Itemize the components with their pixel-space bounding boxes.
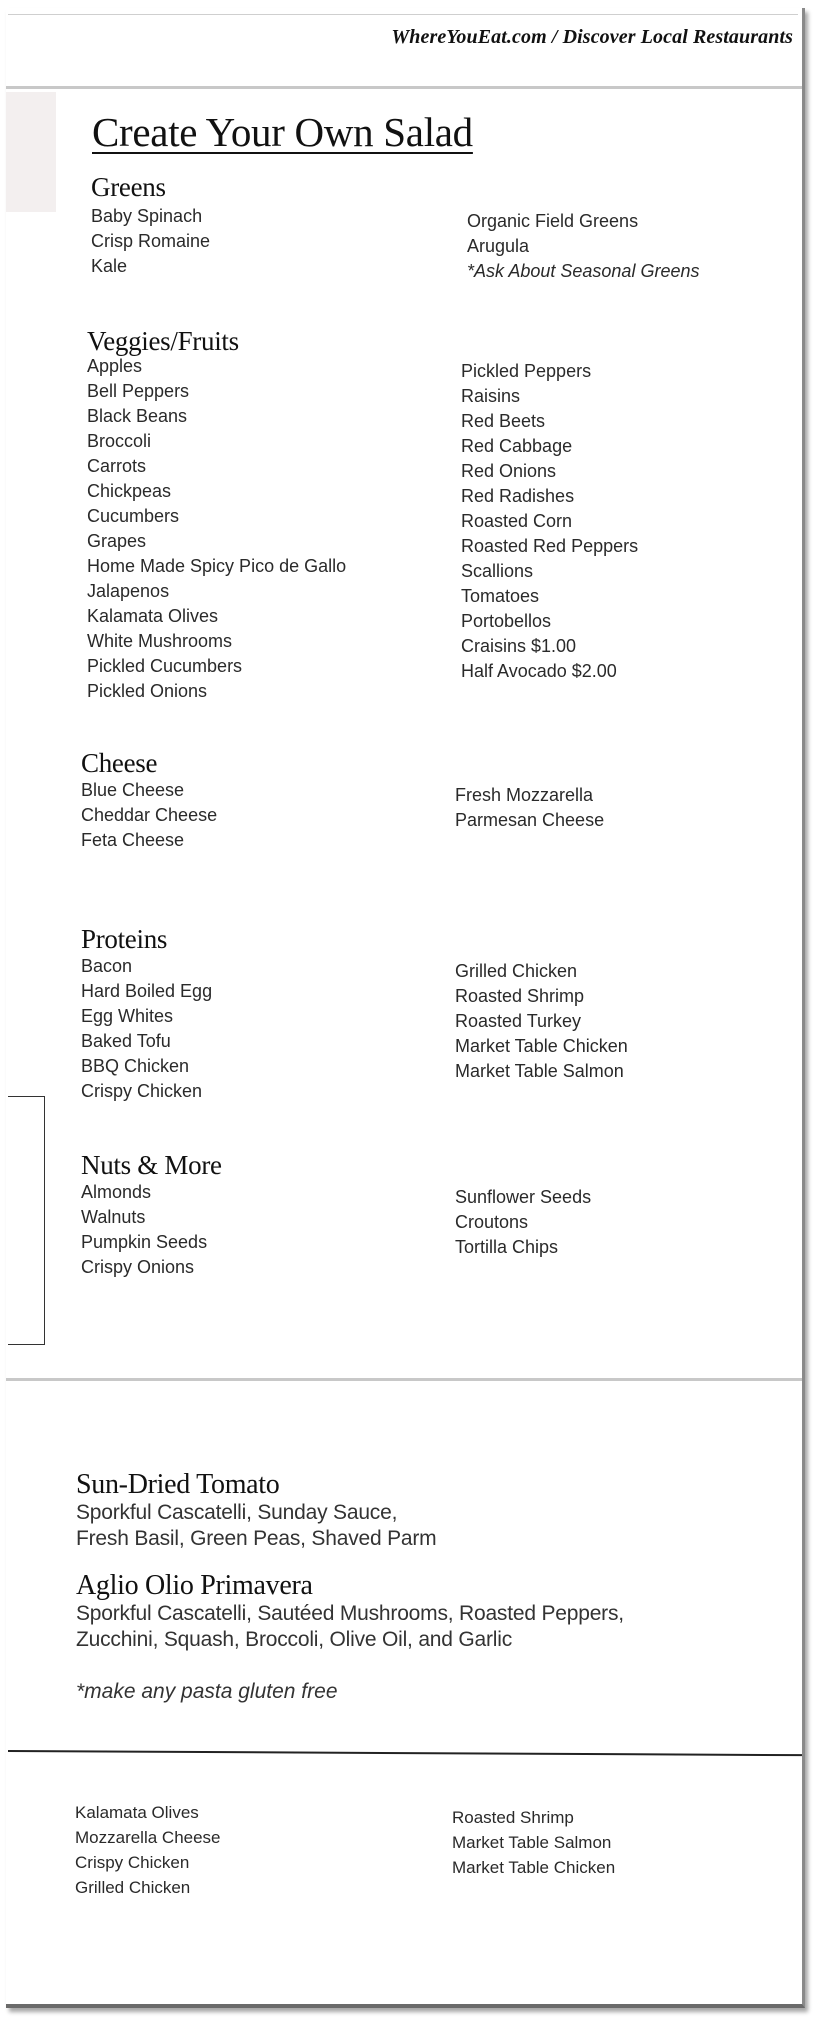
section-heading: Greens xyxy=(91,172,166,202)
list-item: Red Beets xyxy=(461,411,546,431)
list-item: Market Table Salmon xyxy=(455,1061,624,1081)
list-item: Walnuts xyxy=(81,1207,146,1227)
list-item: Raisins xyxy=(461,386,521,406)
seasonal-greens-note: *Ask About Seasonal Greens xyxy=(467,261,700,281)
dish-description: Fresh Basil, Green Peas, Shaved Parm xyxy=(76,1527,437,1550)
list-item: Kale xyxy=(91,256,128,276)
left-column xyxy=(81,954,212,1104)
dish-name: Aglio Olio Primavera xyxy=(76,1570,313,1601)
left-column xyxy=(87,354,346,704)
pasta-dish-aglio-olio-primavera xyxy=(76,1571,796,1653)
list-item: Grilled Chicken xyxy=(455,961,578,981)
list-item: Chickpeas xyxy=(87,481,172,501)
list-item: Organic Field Greens xyxy=(467,211,639,231)
list-item: Roasted Turkey xyxy=(455,1011,582,1031)
section-proteins xyxy=(81,924,781,1101)
list-item: Apples xyxy=(87,356,143,376)
right-column xyxy=(455,783,604,833)
list-item: Tomatoes xyxy=(461,586,540,606)
list-item: Grilled Chicken xyxy=(75,1878,191,1897)
list-item: Crispy Chicken xyxy=(75,1853,190,1872)
list-item: Hard Boiled Egg xyxy=(81,981,213,1001)
list-item: Tortilla Chips xyxy=(455,1237,559,1257)
section-cheese xyxy=(81,748,781,850)
section-heading: Proteins xyxy=(81,924,168,954)
list-item: Blue Cheese xyxy=(81,780,185,800)
list-item: Half Avocado $2.00 xyxy=(461,661,617,681)
list-item: Mozzarella Cheese xyxy=(75,1828,221,1847)
list-item: Crispy Chicken xyxy=(81,1081,203,1101)
list-item: Grapes xyxy=(87,531,147,551)
list-item: Parmesan Cheese xyxy=(455,810,605,830)
list-item: Pickled Onions xyxy=(87,681,208,701)
list-item: Roasted Red Peppers xyxy=(461,536,639,556)
list-item: Cucumbers xyxy=(87,506,180,526)
section-veggies-fruits xyxy=(87,326,787,701)
list-item: Market Table Chicken xyxy=(452,1858,616,1877)
section-nuts-more xyxy=(81,1150,781,1277)
list-item: Red Cabbage xyxy=(461,436,573,456)
list-item: Crisp Romaine xyxy=(91,231,211,251)
list-item: Roasted Shrimp xyxy=(455,986,585,1006)
dish-name: Sun-Dried Tomato xyxy=(76,1469,280,1500)
list-item: BBQ Chicken xyxy=(81,1056,190,1076)
header-divider xyxy=(6,86,802,89)
page-title: Create Your Own Salad xyxy=(92,109,473,155)
list-item: Portobellos xyxy=(461,611,552,631)
list-item: Home Made Spicy Pico de Gallo xyxy=(87,556,347,576)
list-item: Jalapenos xyxy=(87,581,170,601)
right-column xyxy=(455,1185,591,1260)
list-item: Roasted Shrimp xyxy=(452,1808,574,1827)
left-column xyxy=(91,204,210,279)
list-item: Scallions xyxy=(461,561,534,581)
section-heading: Cheese xyxy=(81,748,158,778)
list-item: Almonds xyxy=(81,1182,152,1202)
pasta-dish-sun-dried-tomato xyxy=(76,1470,796,1552)
site-header-title[interactable]: WhereYouEat.com / Discover Local Restaurants xyxy=(391,26,793,48)
top-edge-line xyxy=(8,14,798,15)
list-item: Kalamata Olives xyxy=(87,606,219,626)
list-item: Red Radishes xyxy=(461,486,575,506)
right-column xyxy=(452,1805,615,1880)
right-column xyxy=(455,959,628,1084)
scan-shadow xyxy=(6,92,56,212)
list-item: Croutons xyxy=(455,1212,529,1232)
list-item: Pickled Cucumbers xyxy=(87,656,243,676)
list-item: Baby Spinach xyxy=(91,206,203,226)
list-item: Bell Peppers xyxy=(87,381,190,401)
list-item: Baked Tofu xyxy=(81,1031,171,1051)
list-item: Egg Whites xyxy=(81,1006,174,1026)
left-column xyxy=(81,778,217,853)
gluten-free-note: *make any pasta gluten free xyxy=(76,1680,338,1703)
list-item: Crispy Onions xyxy=(81,1257,195,1277)
list-item: Craisins $1.00 xyxy=(461,636,577,656)
list-item: Black Beans xyxy=(87,406,188,426)
list-item: Red Onions xyxy=(461,461,557,481)
list-item: Roasted Corn xyxy=(461,511,573,531)
dish-description: Sporkful Cascatelli, Sautéed Mushrooms, Roasted Peppers, xyxy=(76,1602,624,1625)
list-item: Sunflower Seeds xyxy=(455,1187,592,1207)
list-item: Market Table Chicken xyxy=(455,1036,628,1056)
list-item: Pickled Peppers xyxy=(461,361,592,381)
right-column xyxy=(467,209,699,284)
list-item: Broccoli xyxy=(87,431,152,451)
left-column xyxy=(81,1180,207,1280)
left-column xyxy=(75,1800,221,1900)
list-item: White Mushrooms xyxy=(87,631,233,651)
list-item: Pumpkin Seeds xyxy=(81,1232,208,1252)
right-column xyxy=(461,359,638,684)
list-item: Cheddar Cheese xyxy=(81,805,218,825)
list-item: Market Table Salmon xyxy=(452,1833,612,1852)
list-item: Feta Cheese xyxy=(81,830,185,850)
list-item: Carrots xyxy=(87,456,147,476)
list-item: Kalamata Olives xyxy=(75,1803,199,1822)
list-item: Arugula xyxy=(467,236,530,256)
section-heading: Nuts & More xyxy=(81,1150,222,1180)
dish-description: Sporkful Cascatelli, Sunday Sauce, xyxy=(76,1501,398,1524)
margin-bracket xyxy=(8,1096,45,1345)
list-item: Fresh Mozzarella xyxy=(455,785,594,805)
section-greens xyxy=(91,172,791,281)
list-item: Bacon xyxy=(81,956,133,976)
section-heading: Veggies/Fruits xyxy=(87,326,239,356)
dish-description: Zucchini, Squash, Broccoli, Olive Oil, and Garlic xyxy=(76,1628,513,1651)
page-fold-divider xyxy=(6,1378,802,1381)
